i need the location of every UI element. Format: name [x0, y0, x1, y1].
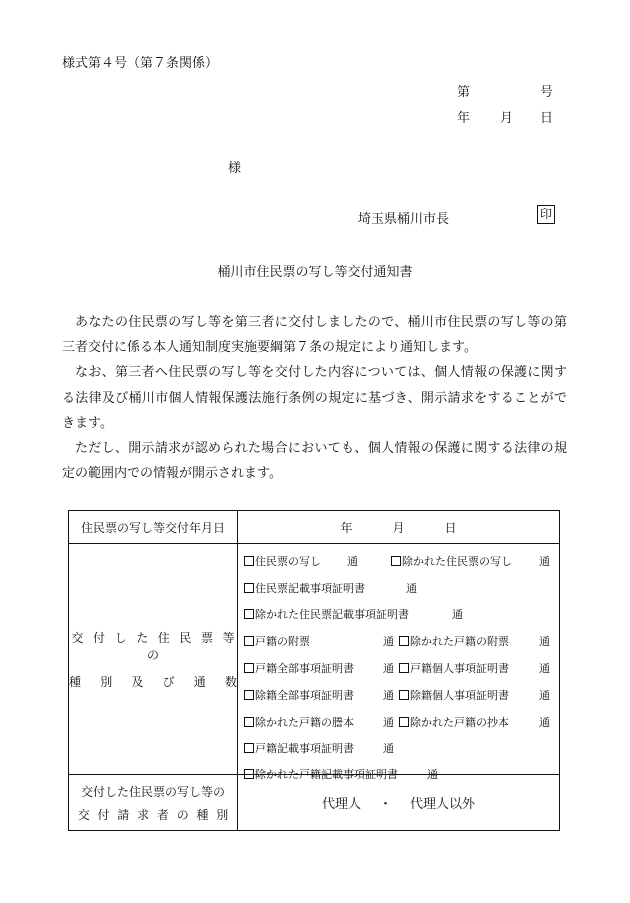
unit-label: 通 [383, 662, 394, 675]
issue-date-value [238, 511, 560, 544]
unit-label: 通 [539, 555, 550, 568]
unit-label: 通 [347, 555, 358, 568]
checkbox-box[interactable] [391, 556, 401, 566]
document-type-label-line2: 種別及び通数 [69, 674, 257, 689]
number-prefix: 第 [457, 85, 471, 100]
checkbox-box[interactable] [244, 556, 254, 566]
document-type-list [238, 544, 560, 781]
paragraph: ただし、開示請求が認められた場合においても、個人情報の保護に関する法律の規定の範囲内での情報が開示されます。 [62, 441, 567, 482]
checkbox-label: 除籍全部事項証明書 [255, 689, 354, 702]
checkbox-item[interactable] [244, 714, 394, 730]
notice-body [62, 310, 567, 486]
checkbox-box[interactable] [399, 690, 409, 700]
requester-type-label [69, 775, 238, 831]
checkbox-item[interactable] [244, 606, 463, 622]
checkbox-item[interactable] [399, 714, 550, 730]
unit-label: 通 [383, 742, 394, 755]
checkbox-box[interactable] [244, 769, 254, 779]
checkbox-label: 除籍個人事項証明書 [410, 689, 509, 702]
checkbox-label: 除かれた戸籍の附票 [410, 635, 509, 648]
checkbox-label: 除かれた戸籍の抄本 [410, 716, 509, 729]
date-day: 日 [540, 111, 554, 126]
addressee-suffix: 様 [228, 161, 242, 176]
seal-mark: 印 [537, 205, 555, 224]
table-date-day: 日 [444, 520, 457, 535]
issue-date-label-text: 住民票の写し等交付年月日 [80, 520, 225, 535]
issuer-name: 埼玉県桶川市長 [358, 212, 450, 227]
form-number: 様式第４号（第７条関係） [62, 56, 219, 71]
checkbox-box[interactable] [244, 743, 254, 753]
checkbox-item[interactable] [244, 633, 394, 649]
checkbox-label: 除かれた戸籍記載事項証明書 [255, 768, 398, 781]
checkbox-label: 戸籍個人事項証明書 [410, 662, 509, 675]
unit-label: 通 [539, 662, 550, 675]
document-title: 桶川市住民票の写し等交付通知書 [217, 265, 413, 280]
checkbox-item[interactable] [399, 687, 550, 703]
checkbox-label: 除かれた住民票の写し [402, 555, 512, 568]
checkbox-box[interactable] [244, 609, 254, 619]
option-agent[interactable]: 代理人 [321, 797, 361, 812]
checkbox-label: 戸籍記載事項証明書 [255, 742, 354, 755]
document-type-label-line1: 交付した住民票等の [71, 630, 245, 662]
table-date-year: 年 [340, 520, 353, 535]
unit-label: 通 [539, 689, 550, 702]
unit-label: 通 [539, 635, 550, 648]
unit-label: 通 [383, 635, 394, 648]
document-type-label [69, 544, 257, 775]
unit-label: 通 [383, 689, 394, 702]
unit-label: 通 [406, 582, 417, 595]
checkbox-box[interactable] [399, 636, 409, 646]
checkbox-item[interactable] [244, 553, 358, 569]
requester-type-value [238, 775, 560, 831]
issue-date-label [69, 511, 238, 544]
checkbox-label: 住民票記載事項証明書 [255, 582, 365, 595]
checkbox-label: 住民票の写し [255, 555, 321, 568]
checkbox-item[interactable] [244, 687, 394, 703]
paragraph: なお、第三者へ住民票の写し等を交付した内容については、個人情報の保護に関する法律及び桶川市個人情報保護法施行条例の規定に基づき、開示請求をすることができます。 [62, 365, 567, 431]
checkbox-box[interactable] [244, 583, 254, 593]
requester-type-label-line2: 交付請求者の種別 [77, 807, 237, 822]
checkbox-item[interactable] [391, 553, 550, 569]
unit-label: 通 [383, 716, 394, 729]
number-suffix: 号 [540, 85, 554, 100]
checkbox-box[interactable] [244, 636, 254, 646]
option-non-agent[interactable]: 代理人以外 [410, 797, 476, 812]
checkbox-item[interactable] [399, 633, 550, 649]
checkbox-label: 戸籍全部事項証明書 [255, 662, 354, 675]
date-year: 年 [457, 111, 471, 126]
checkbox-item[interactable] [244, 660, 394, 676]
checkbox-item[interactable] [244, 766, 438, 782]
checkbox-label: 戸籍の附票 [255, 635, 310, 648]
unit-label: 通 [452, 608, 463, 621]
unit-label: 通 [539, 716, 550, 729]
paragraph: あなたの住民票の写し等を第三者に交付しましたので、桶川市住民票の写し等の第三者交付に係る本人通知制度実施要綱第７条の規定により通知します。 [62, 315, 567, 356]
checkbox-box[interactable] [244, 663, 254, 673]
issuance-detail-table [68, 510, 560, 831]
checkbox-box[interactable] [399, 717, 409, 727]
checkbox-box[interactable] [244, 717, 254, 727]
table-date-month: 月 [392, 520, 405, 535]
checkbox-box[interactable] [244, 690, 254, 700]
option-separator: ・ [378, 797, 392, 812]
checkbox-item[interactable] [244, 740, 394, 756]
requester-type-label-line1: 交付した住民票の写し等の [80, 784, 225, 799]
checkbox-item[interactable] [399, 660, 550, 676]
checkbox-box[interactable] [399, 663, 409, 673]
date-month: 月 [500, 111, 514, 126]
checkbox-label: 除かれた住民票記載事項証明書 [255, 608, 409, 621]
checkbox-label: 除かれた戸籍の謄本 [255, 716, 354, 729]
checkbox-item[interactable] [244, 580, 417, 596]
unit-label: 通 [427, 768, 438, 781]
